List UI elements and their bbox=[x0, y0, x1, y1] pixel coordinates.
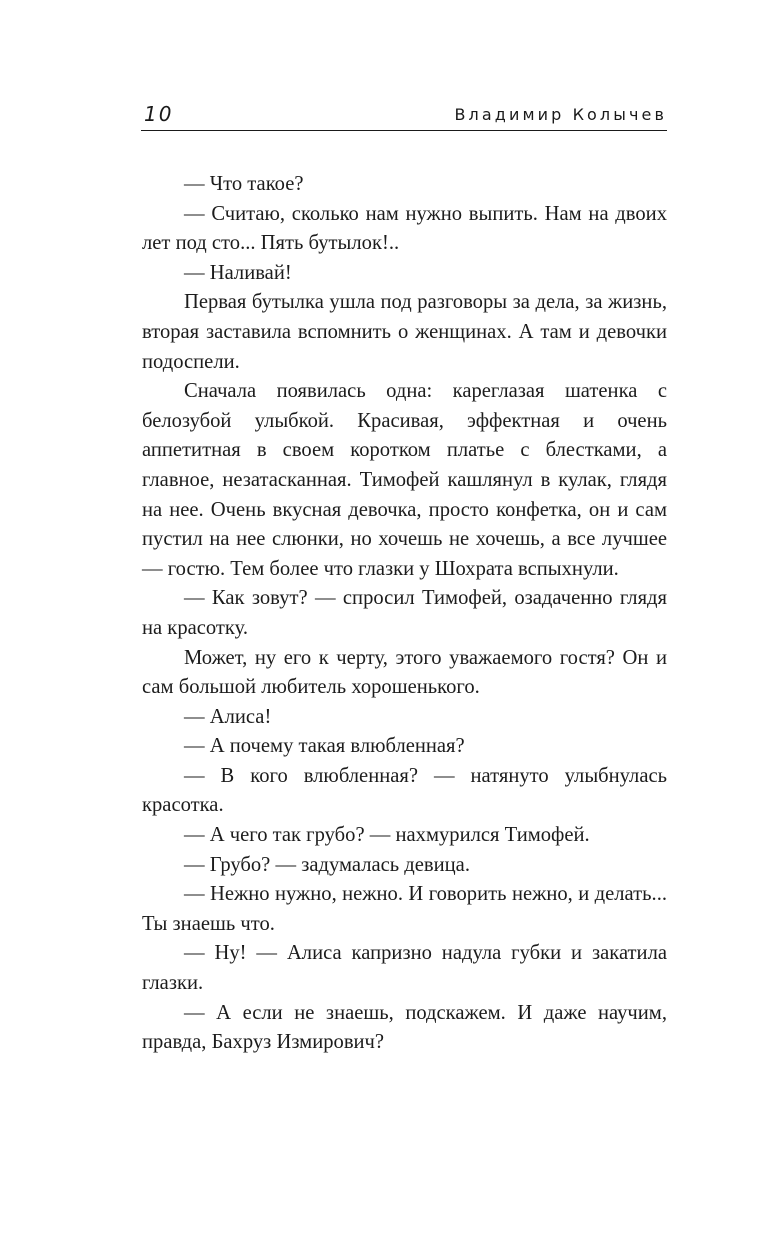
paragraph: — В кого влюбленная? — натянуто улыбнулась красотка. bbox=[142, 764, 667, 817]
page-number: 10 bbox=[144, 102, 174, 126]
paragraph: — Алиса! bbox=[184, 705, 272, 728]
paragraph: Первая бутылка ушла под разговоры за дела, за жизнь, вторая заставила вспомнить о женщинах. А там и девочки подоспели. bbox=[142, 291, 667, 373]
paragraph: Сначала появилась одна: кареглазая шатенка с белозубой улыбкой. Красивая, эффектная и очень аппетитная в своем коротком платье с блестками, а главное, незатасканная. Тимофей кашлянул в кулак, глядя на нее. Очень вкусная девочка, просто конфетка, он и сам пустил на нее слюнки, но хочешь не хочешь, а все лучшее — гостю. Тем более что глазки у Шохрата вспыхнули. bbox=[142, 380, 667, 580]
paragraph: — Что такое? bbox=[184, 173, 304, 195]
paragraph: — А почему такая влюбленная? bbox=[184, 735, 465, 758]
paragraph: — Как зовут? — спросил Тимофей, озадаченно глядя на красотку. bbox=[142, 587, 667, 639]
paragraph: Может, ну его к черту, этого уважаемого гостя? Он и сам большой любитель хорошенького. bbox=[142, 646, 667, 699]
paragraph: — Ну! — Алиса капризно надула губки и закатила глазки. bbox=[142, 942, 667, 995]
paragraph: — Нежно нужно, нежно. И говорить нежно, и делать... Ты знаешь что. bbox=[142, 883, 667, 935]
running-head-author: Владимир Колычев bbox=[454, 105, 667, 124]
body-text bbox=[142, 170, 667, 1058]
paragraph: — Грубо? — задумалась девица. bbox=[184, 853, 470, 876]
paragraph: — А если не знаешь, подскажем. И даже научим, правда, Бахруз Измирович? bbox=[142, 1001, 667, 1054]
page-header bbox=[141, 100, 667, 131]
paragraph: — Считаю, сколько нам нужно выпить. Нам на двоих лет под сто... Пять бутылок!.. bbox=[142, 202, 667, 255]
paragraph: — А чего так грубо? — нахмурился Тимофей. bbox=[184, 824, 590, 847]
paragraph: — Наливай! bbox=[184, 261, 292, 284]
